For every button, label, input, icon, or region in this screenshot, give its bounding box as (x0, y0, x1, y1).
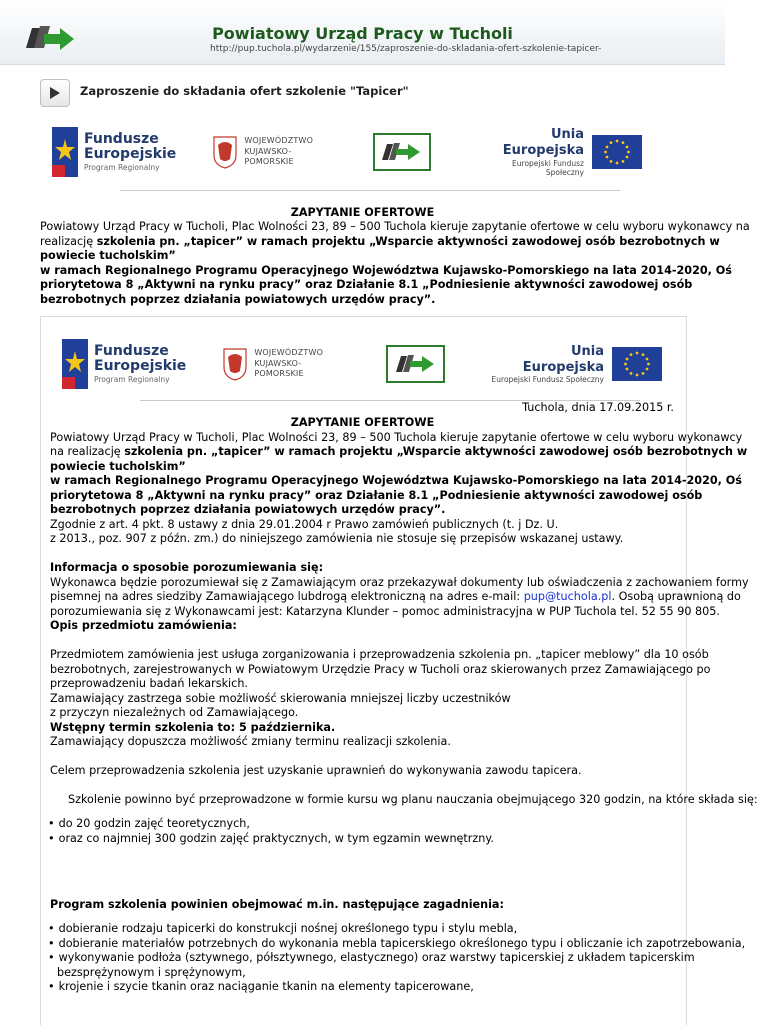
wojewodztwo-logo (222, 347, 348, 381)
woj-line2: KUJAWSKO-POMORSKIE (254, 358, 304, 379)
woj-line2: KUJAWSKO-POMORSKIE (244, 146, 294, 167)
list-item: • krojenie i szycie tkanin oraz naciąganie tkanin na elementy tapicerowane, (48, 980, 474, 995)
list-item: • dobieranie materiałów potrzebnych do wykonania mebla tapicerskiego określonego typu i obliczanie ich zapotrzebowania, (48, 937, 745, 952)
fe-star-icon (62, 339, 88, 389)
page-url: http://pup.tuchola.pl/wydarzenie/155/zaproszenie-do-skladania-ofert-szkolenie-tapicer- (210, 44, 602, 54)
list-item: • dobieranie rodzaju tapicerki do konstrukcji nośnej określonego typu i stylu mebla, (48, 922, 517, 937)
document-heading: ZAPYTANIE OFERTOWE (290, 416, 435, 429)
fe-line3: Program Regionalny (84, 162, 160, 172)
intro-line: bezrobotnych poprzez działania powiatowych urzędów pracy”. (40, 293, 436, 306)
pup-arrow-icon (380, 140, 424, 164)
eu-flag-icon (612, 347, 662, 381)
doc-line: Zamawiający zastrzega sobie możliwość skierowania mniejszej liczby uczestników (50, 692, 511, 705)
pup-box-logo (386, 345, 445, 383)
doc-line: w ramach Regionalnego Programu Operacyjnego Województwa Kujawsko-Pomorskiego na lata 2014-2020, Oś (50, 474, 742, 487)
doc-line (50, 590, 741, 605)
doc-line: priorytetowa 8 „Aktywni na rynku pracy” oraz Działanie 8.1 „Podniesienie aktywności zawodowej osób (50, 489, 703, 502)
fundusze-europejskie-logo (62, 339, 186, 389)
start-date-line: Wstępny termin szkolenia to: 5 października. (50, 721, 336, 734)
site-header (0, 0, 725, 65)
doc-text: pisemnej na adres siedziby Zamawiającego lubdrogą elektroniczną na adres e-mail: (50, 590, 524, 603)
doc-line: z 2013., poz. 907 z późn. zm.) do niniejszego zamówienia nie stosuje się przepisów wskazanej ustawy. (50, 532, 624, 545)
doc-text: na realizację (50, 445, 125, 458)
wojewodztwo-logo (212, 135, 335, 169)
woj-line1: WOJEWÓDZTWO (254, 348, 324, 358)
article-title: Zaproszenie do składania ofert szkolenie "Tapicer" (80, 84, 409, 98)
intro-line: powiecie tucholskim” (40, 249, 176, 262)
doc-line: przeprowadzeniu badań lekarskich. (50, 677, 248, 690)
site-title[interactable]: Powiatowy Urząd Pracy w Tucholi (212, 24, 513, 43)
doc-line: Przedmiotem zamówienia jest usługa zorganizowania i przeprowadzenia szkolenia pn. „tapicer meblowy” dla 10 osób (50, 648, 709, 661)
intro-line: w ramach Regionalnego Programu Operacyjnego Województwa Kujawsko-Pomorskiego na lata 2014-2020, Oś (40, 264, 732, 277)
pup-box-logo (373, 133, 431, 171)
doc-line: Zamawiający dopuszcza możliwość zmiany terminu realizacji szkolenia. (50, 735, 451, 748)
intro-line: Powiatowy Urząd Pracy w Tucholi, Plac Wolności 23, 89 – 500 Tuchola kieruje zapytanie ofertowe w celu wyboru wykonawcy na (40, 220, 750, 233)
fe-star-icon (52, 127, 78, 177)
communication-heading: Informacja o sposobie porozumiewania się: (50, 561, 324, 574)
email-link[interactable]: pup@tuchola.pl (523, 590, 612, 603)
ue-line1: Unia Europejska (522, 343, 604, 375)
intro-line (40, 235, 720, 250)
doc-text-bold: szkolenia pn. „tapicer” w ramach projektu „Wsparcie aktywności zawodowej osób bezrobotnych w (124, 445, 748, 458)
doc-line: Zgodnie z art. 4 pkt. 8 ustawy z dnia 29.01.2004 r Prawo zamówień publicznych (t. j Dz. U. (50, 518, 559, 531)
doc-line (50, 445, 747, 460)
eu-logo-strip-2 (62, 338, 662, 390)
fe-line2: Europejskie (84, 146, 177, 163)
fe-line2: Europejskie (94, 358, 187, 375)
play-arrow-icon (50, 87, 60, 99)
fe-line3: Program Regionalny (94, 374, 170, 384)
list-item: • oraz co najmniej 300 godzin zajęć praktycznych, w tym egzamin wewnętrzny. (48, 832, 494, 847)
list-item-continuation: bezsprężynowym i sprężynowym, (57, 966, 246, 979)
coat-of-arms-icon (222, 347, 248, 381)
pup-arrow-icon (394, 352, 438, 376)
ue-line1: Unia Europejska (502, 127, 584, 158)
doc-line: bezrobotnych, zarejestrowanych w Powiatowym Urzędzie Pracy w Tucholi oraz skierowanych przez Zamawiającego po (50, 663, 711, 676)
doc-line: bezrobotnych poprzez działania powiatowych urzędów pracy”. (50, 503, 446, 516)
article-arrow-button[interactable] (40, 79, 70, 107)
doc-line: Powiatowy Urząd Pracy w Tucholi, Plac Wolności 23, 89 – 500 Tuchola kieruje zapytanie ofertowe w celu wyboru wykonawcy (50, 431, 743, 444)
eu-flag-icon (592, 135, 642, 169)
fe-line1: Fundusze (94, 343, 169, 360)
doc-line: powiecie tucholskim” (50, 460, 186, 473)
logo-divider (120, 190, 620, 191)
doc-line: porozumiewania się z Wykonawcami jest: Katarzyna Klunder – pomoc administracyjna w PUP Tuchola tel. 52 55 90 805. (50, 605, 720, 618)
ue-line2: Europejski Fundusz Społeczny (512, 158, 584, 177)
fundusze-europejskie-logo (52, 127, 176, 177)
ue-line2: Europejski Fundusz Społeczny (491, 375, 604, 385)
list-item: • do 20 godzin zajęć teoretycznych, (48, 817, 250, 832)
coat-of-arms-icon (212, 135, 238, 169)
intro-heading: ZAPYTANIE OFERTOWE (290, 206, 435, 219)
intro-text-bold: szkolenia pn. „tapicer” w ramach projektu „Wsparcie aktywności zawodowej osób bezrobotnych w (96, 235, 720, 248)
program-heading: Program szkolenia powinien obejmować m.in. następujące zagadnienia: (50, 898, 504, 911)
doc-line: Wykonawca będzie porozumiewał się z Zamawiającym oraz przekazywał dokumenty lub oświadczenia z zachowaniem formy (50, 576, 749, 589)
fe-line1: Fundusze (84, 131, 159, 148)
list-item: • wykonywanie podłoża (sztywnego, półsztywnego, elastycznego) oraz warstwy tapicerskiej z układem tapicerskim (48, 951, 695, 966)
doc-line: Szkolenie powinno być przeprowadzone w formie kursu wg planu nauczania obejmującego 320 godzin, na które składa się: (68, 793, 758, 806)
subject-heading: Opis przedmiotu zamówienia: (50, 619, 237, 632)
doc-line: Celem przeprowadzenia szkolenia jest uzyskanie uprawnień do wykonywania zawodu tapicera. (50, 764, 582, 777)
doc-line: z przyczyn niezależnych od Zamawiającego. (50, 706, 299, 719)
document-date: Tuchola, dnia 17.09.2015 r. (522, 401, 674, 414)
doc-text: . Osobą uprawnioną do (611, 590, 741, 603)
unia-europejska-logo (473, 127, 642, 176)
intro-text: realizację (40, 235, 97, 248)
intro-line: priorytetowa 8 „Aktywni na rynku pracy” oraz Działanie 8.1 „Podniesienie aktywności zawodowej osób (40, 278, 693, 291)
woj-line1: WOJEWÓDZTWO (244, 136, 314, 146)
unia-europejska-logo (489, 344, 662, 384)
eu-logo-strip (52, 126, 642, 178)
